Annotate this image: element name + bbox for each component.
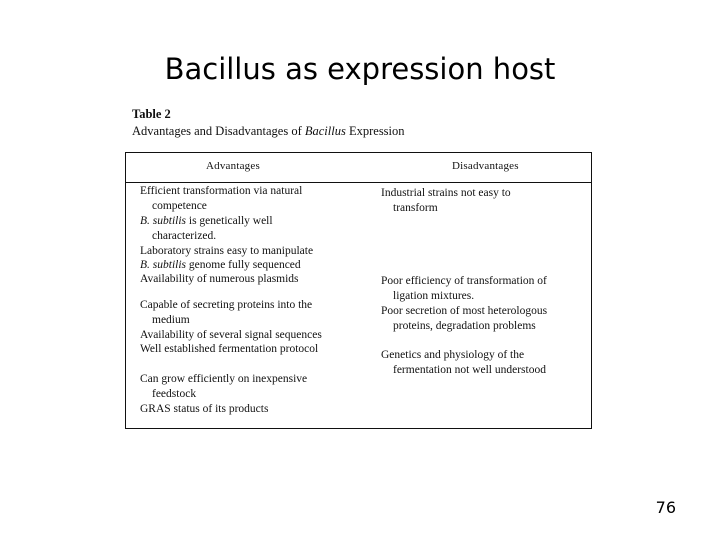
disadvantage-item: Poor secretion of most heterologous proteins, degradation problems bbox=[381, 305, 548, 332]
caption-prefix: Advantages and Disadvantages of bbox=[132, 124, 305, 138]
caption-suffix: Expression bbox=[345, 124, 405, 138]
disadvantage-item: Genetics and physiology of the fermentation not well understood bbox=[381, 349, 546, 376]
table-caption bbox=[132, 124, 405, 139]
advantage-item: B. subtilis genome fully sequenced bbox=[140, 259, 301, 271]
advantage-item: GRAS status of its products bbox=[140, 403, 269, 415]
advantage-item: Laboratory strains easy to manipulate bbox=[140, 245, 314, 257]
table-label: Table 2 bbox=[132, 107, 171, 121]
table-top-rule bbox=[126, 152, 591, 153]
header-disadvantages: Disadvantages bbox=[452, 160, 519, 172]
slide-title: Bacillus as expression host bbox=[164, 52, 556, 86]
advantage-item: Well established fermentation protocol bbox=[140, 343, 319, 355]
table-header-rule bbox=[126, 182, 591, 183]
advantage-item: Efficient transformation via natural competence bbox=[140, 185, 303, 212]
advantage-item: Availability of numerous plasmids bbox=[140, 273, 299, 285]
advantage-item: Availability of several signal sequences bbox=[140, 329, 322, 341]
advantage-item: Can grow efficiently on inexpensive feedstock bbox=[140, 373, 308, 400]
slide-number: 76 bbox=[655, 498, 676, 517]
caption-italic: Bacillus bbox=[304, 124, 346, 138]
disadvantage-item: Poor efficiency of transformation of ligation mixtures. bbox=[381, 275, 547, 302]
disadvantage-item: Industrial strains not easy to transform bbox=[381, 187, 511, 214]
advantage-item: B. subtilis is genetically well characterized. bbox=[140, 215, 273, 242]
advantage-item: Capable of secreting proteins into the medium bbox=[140, 299, 313, 326]
header-advantages: Advantages bbox=[206, 160, 260, 172]
comparison-table bbox=[125, 152, 592, 429]
scanned-table-image bbox=[122, 104, 592, 434]
